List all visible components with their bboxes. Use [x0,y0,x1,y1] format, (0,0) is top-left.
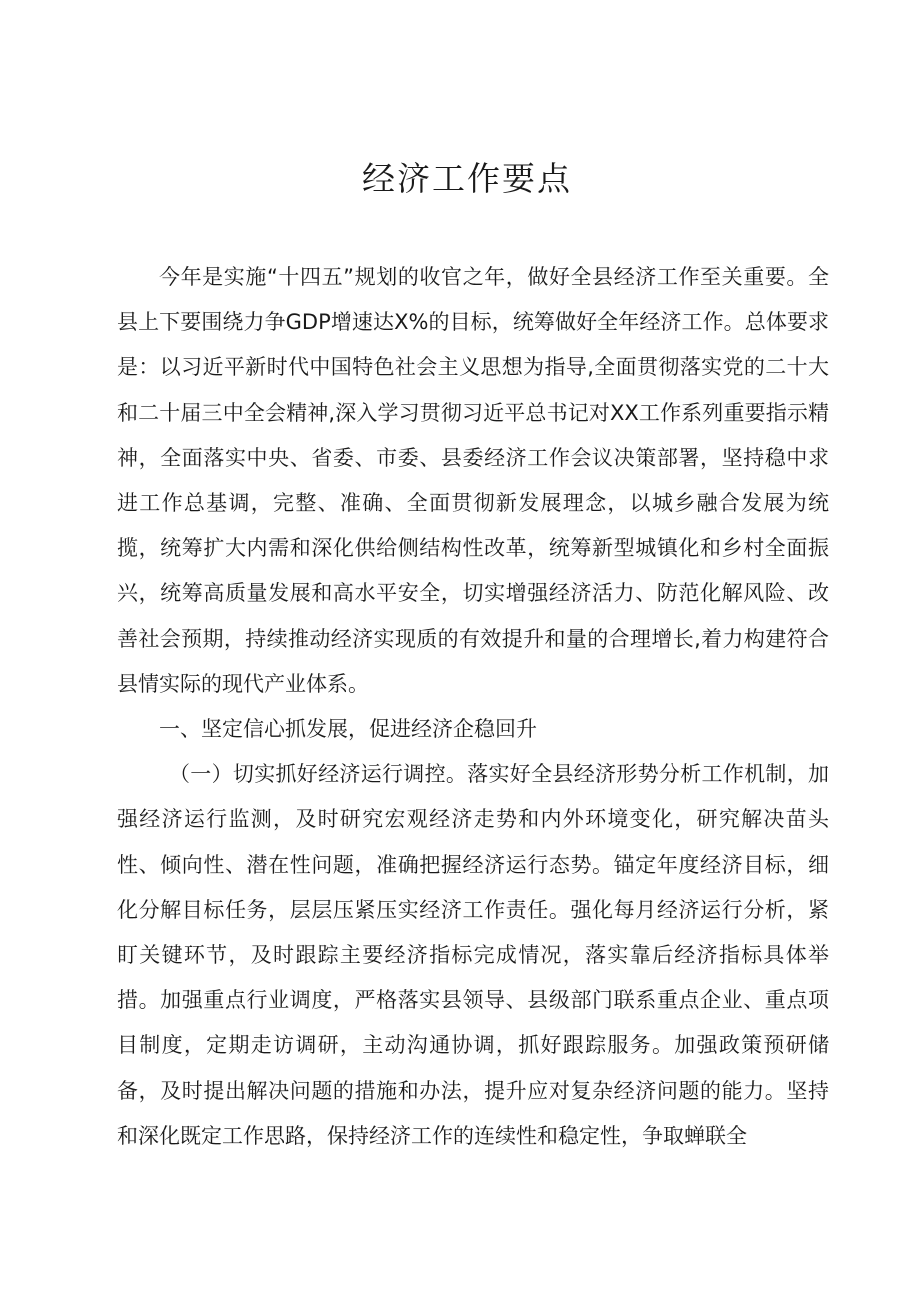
document-title: 经济工作要点 [362,159,572,198]
intro-paragraph: 今年是实施“十四五”规划的收官之年，做好全县经济工作至关重要。全县上下要围绕力争GDP增速达X%的目标，统筹做好全年经济工作。总体要求是：以习近平新时代中国特色社会主义思想为指导,全面贯彻落实党的二十大和二十届三中全会精神,深入学习贯彻习近平总书记对XX工作系列重要指示精神，全面落实中央、省委、市委、县委经济工作会议决策部署，坚持稳中求进工作总基调，完整、准确、全面贯彻新发展理念，以城乡融合发展为统揽，统筹扩大内需和深化供给侧结构性改革，统筹新型城镇化和乡村全面振兴，统筹高质量发展和高水平安全，切实增强经济活力、防范化解风险、改善社会预期，持续推动经济实现质的有效提升和量的合理增长,着力构建符合县情实际的现代产业体系。 [117,265,829,696]
document-body [117,255,829,1159]
section-heading: 一、坚定信心抓发展，促进经济企稳回升 [159,717,537,742]
section-item-paragraph: （一）切实抓好经济运行调控。落实好全县经济形势分析工作机制，加强经济运行监测，及时研究宏观经济走势和内外环境变化，研究解决苗头性、倾向性、潜在性问题，准确把握经济运行态势。锚定年度经济目标，细化分解目标任务，层层压紧压实经济工作责任。强化每月经济运行分析，紧盯关键环节，及时跟踪主要经济指标完成情况，落实靠后经济指标具体举措。加强重点行业调度，严格落实县领导、县级部门联系重点企业、重点项目制度，定期走访调研，主动沟通协调，抓好跟踪服务。加强政策预研储备，及时提出解决问题的措施和办法，提升应对复杂经济问题的能力。坚持和深化既定工作思路，保持经济工作的连续性和稳定性，争取蝉联全 [117,762,829,1148]
